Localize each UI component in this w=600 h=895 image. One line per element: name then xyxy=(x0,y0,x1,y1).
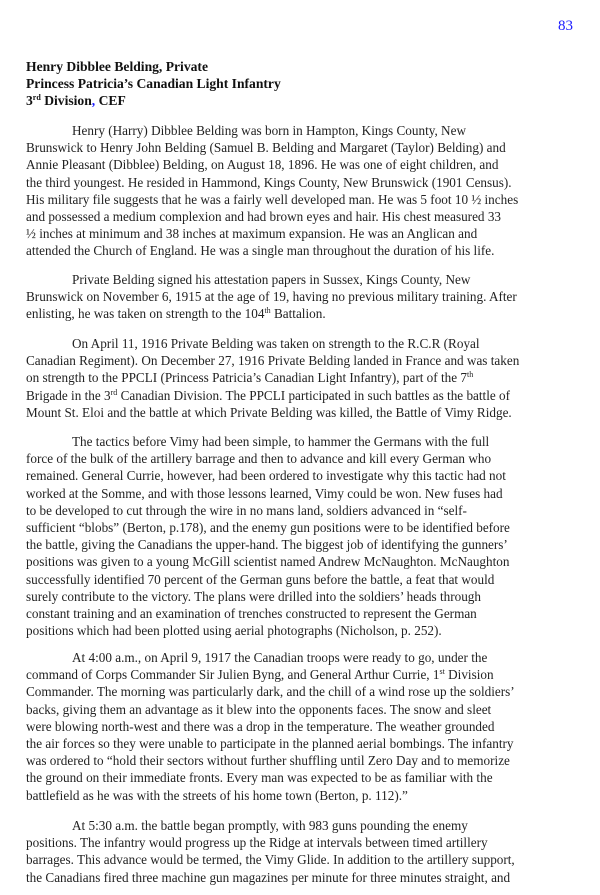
text-run: The tactics before Vimy had been simple, to hammer the Germans with the full xyxy=(72,434,490,449)
paragraph-1 xyxy=(26,122,586,260)
text-line xyxy=(26,553,586,570)
text-line xyxy=(26,502,586,519)
text-run: Battalion. xyxy=(270,306,326,322)
paragraph-4 xyxy=(26,433,586,639)
text-run: 3 xyxy=(26,93,33,109)
text-run: At 5:30 a.m. the battle began promptly, with 983 guns pounding the enemy xyxy=(72,818,468,833)
paragraph-2 xyxy=(26,271,586,323)
text-line xyxy=(26,834,586,851)
text-line xyxy=(26,571,586,588)
text-line xyxy=(26,817,586,834)
text-line xyxy=(26,369,586,386)
superscript: rd xyxy=(110,387,118,397)
page-number: 83 xyxy=(558,18,573,34)
text-run: positions was given to a young McGill scientist named Andrew McNaughton. McNaughton xyxy=(26,554,510,570)
text-run: Brunswick to Henry John Belding (Samuel B. Belding and Margaret (Taylor) Belding) and xyxy=(26,140,506,156)
text-run: His military file suggests that he was a fairly well developed man. He was 5 foot 10 ½ inches xyxy=(26,191,519,207)
text-run: Brunswick on November 6, 1915 at the age of 19, having no previous military training. After xyxy=(26,289,517,305)
text-run: Canadian Division. The PPCLI participated in such battles as the battle of xyxy=(117,387,511,403)
text-run: the air forces so they were unable to participate in the planned aerial bombings. The infantry xyxy=(26,735,514,751)
text-run: attended the Church of England. He was a single man throughout the duration of his life. xyxy=(26,243,495,259)
text-run: Brigade in the 3 xyxy=(26,387,111,403)
text-line xyxy=(26,305,586,322)
text-line xyxy=(26,588,586,605)
text-run: surely contribute to the victory. The plans were drilled into the soldiers’ heads through xyxy=(26,588,481,604)
text-run: the third youngest. He resided in Hammond, Kings County, New Brunswick (1901 Census). xyxy=(26,174,512,190)
text-run: Annie Pleasant (Dibblee) Belding, on August 18, 1896. He was one of eight children, and xyxy=(26,157,499,173)
text-run: command of Corps Commander Sir Julien Byng, and General Arthur Currie, 1 xyxy=(26,667,440,683)
text-run: and possessed a medium complexion and had brown eyes and hair. His chest measured 33 xyxy=(26,208,502,224)
text-line xyxy=(26,649,586,666)
text-line xyxy=(26,208,586,225)
superscript: st xyxy=(439,667,445,677)
text-line xyxy=(26,156,586,173)
text-line xyxy=(26,288,586,305)
text-line xyxy=(26,58,586,75)
text-run: Mount St. Eloi and the battle at which Private Belding was killed, the Battle of Vimy Ridge. xyxy=(26,404,512,420)
text-run: the ground on their immediate fronts. Every man was expected to be as familiar with the xyxy=(26,770,493,786)
text-line xyxy=(26,450,586,467)
text-run: force of the bulk of the artillery barrage and then to advance and kill every German who xyxy=(26,451,492,467)
text-run: Private Belding signed his attestation papers in Sussex, Kings County, New xyxy=(72,272,471,287)
text-line xyxy=(26,485,586,502)
text-run: remained. General Currie, however, had been ordered to investigate why this tactic had not xyxy=(26,468,506,484)
text-run: worked at the Somme, and with those lessons learned, Vimy could be won. New fuses had xyxy=(26,485,503,501)
text-run: Princess Patricia’s Canadian Light Infantry xyxy=(26,76,281,92)
text-run: barrages. This advance would be termed, the Vimy Glide. In addition to the artillery support, xyxy=(26,852,515,868)
text-line xyxy=(26,536,586,553)
text-line xyxy=(26,735,586,752)
paragraph-5 xyxy=(26,649,586,804)
text-run: Henry (Harry) Dibblee Belding was born in Hampton, Kings County, New xyxy=(72,123,466,138)
text-line xyxy=(26,404,586,421)
text-run: Division xyxy=(444,667,494,683)
text-line xyxy=(26,92,586,109)
text-line xyxy=(26,122,586,139)
text-run: battlefield as he was with the streets of his home town (Berton, p. 112).” xyxy=(26,787,408,803)
paragraph-3 xyxy=(26,335,586,421)
text-line xyxy=(26,139,586,156)
text-line xyxy=(26,769,586,786)
text-run: Henry Dibblee Belding, Private xyxy=(26,59,208,74)
text-line xyxy=(26,242,586,259)
superscript: th xyxy=(264,306,271,316)
text-run: On April 11, 1916 Private Belding was taken on strength to the R.C.R (Royal xyxy=(72,336,480,351)
text-line xyxy=(26,335,586,352)
text-run: backs, giving them an advantage as it blew into the opponents faces. The snow and sleet xyxy=(26,701,492,717)
text-line xyxy=(26,191,586,208)
text-line xyxy=(26,174,586,191)
text-run: to be developed to cut through the wire in no mans land, soldiers advanced in “self- xyxy=(26,502,467,518)
text-run: was ordered to “hold their sectors without further shuffling until Zero Day and to memorize xyxy=(26,753,510,769)
text-line xyxy=(26,701,586,718)
text-line xyxy=(26,683,586,700)
text-run: , xyxy=(91,93,96,109)
paragraph-6 xyxy=(26,817,586,886)
text-run: positions which had been plotted using aerial photographs (Nicholson, p. 252). xyxy=(26,623,442,639)
text-line xyxy=(26,225,586,242)
text-run: enlisting, he was taken on strength to the 104 xyxy=(26,306,265,322)
text-run: sufficient “blobs” (Berton, p.178), and the enemy gun positions were to be identified before xyxy=(26,519,510,535)
text-run: on strength to the PPCLI (Princess Patricia’s Canadian Light Infantry), part of the 7 xyxy=(26,370,467,386)
text-line xyxy=(26,387,586,404)
text-run: the Canadians fired three machine gun magazines per minute for three minutes straight, and xyxy=(26,869,511,885)
text-run: Commander. The morning was particularly dark, and the chill of a wind rose up the soldiers’ xyxy=(26,684,515,700)
text-run: At 4:00 a.m., on April 9, 1917 the Canadian troops were ready to go, under the xyxy=(72,650,488,665)
superscript: rd xyxy=(32,93,41,103)
text-line xyxy=(26,752,586,769)
text-run: the battle, giving the Canadians the upper-hand. The biggest job of identifying the gunners’ xyxy=(26,537,508,553)
text-run: Division xyxy=(40,93,92,109)
text-run: positions. The infantry would progress up the Ridge at intervals between timed artillery xyxy=(26,835,488,851)
superscript: th xyxy=(466,370,474,380)
text-line xyxy=(26,467,586,484)
text-run: successfully identified 70 percent of the German guns before the battle, a feat that would xyxy=(26,571,495,587)
text-line xyxy=(26,718,586,735)
text-line xyxy=(26,352,586,369)
text-line xyxy=(26,869,586,886)
text-run: constant training and an examination of trenches constructed to represent the German xyxy=(26,605,477,621)
text-run: were blowing north-west and there was a drop in the temperature. The weather grounded xyxy=(26,718,495,734)
text-line xyxy=(26,622,586,639)
text-line xyxy=(26,271,586,288)
text-line xyxy=(26,519,586,536)
text-line xyxy=(26,851,586,868)
text-run: Canadian Regiment). On December 27, 1916 Private Belding landed in France and was taken xyxy=(26,353,520,369)
document-heading xyxy=(26,58,586,110)
text-run: CEF xyxy=(95,93,126,109)
text-line xyxy=(26,666,586,683)
text-line xyxy=(26,787,586,804)
text-line xyxy=(26,605,586,622)
text-line xyxy=(26,433,586,450)
text-line xyxy=(26,75,586,92)
text-run: ½ inches at minimum and 38 inches at maximum expansion. He was an Anglican and xyxy=(26,226,478,242)
